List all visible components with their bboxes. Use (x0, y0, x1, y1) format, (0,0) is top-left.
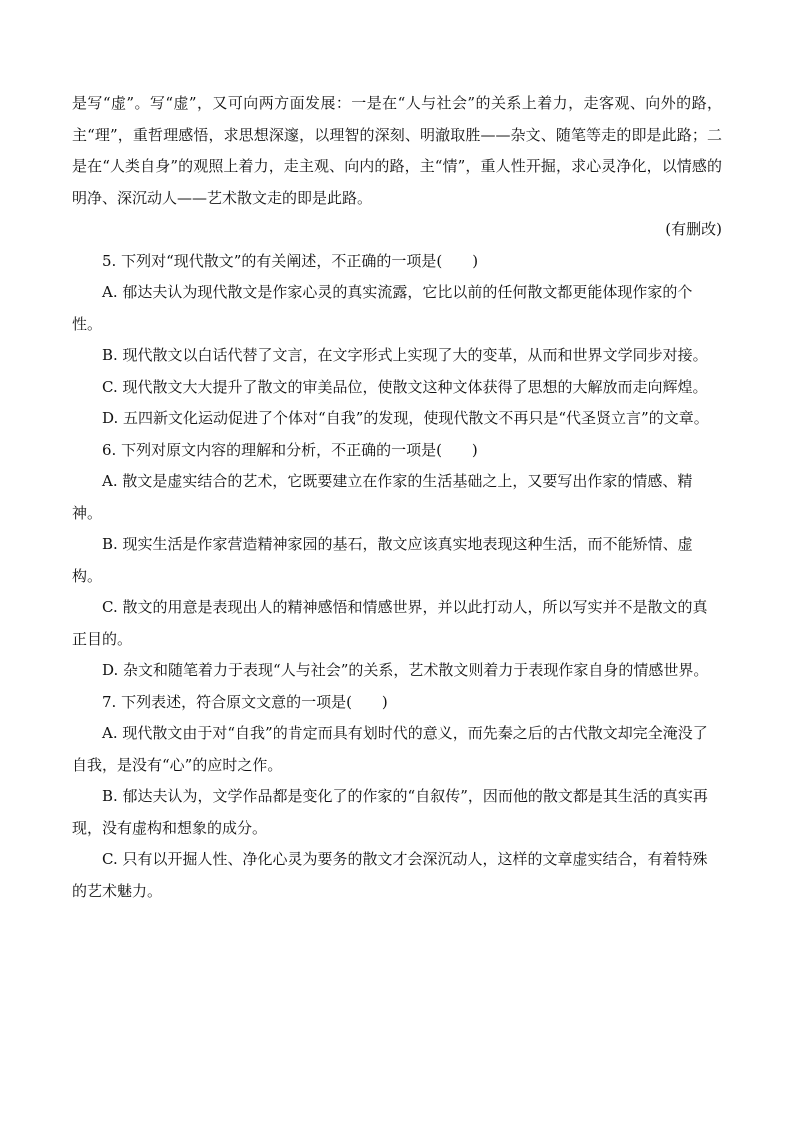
option-b: B. 郁达夫认为，文学作品都是变化了的作家的“自叙传”，因而他的散文都是其生活的真实再现，没有虚构和想象的成分。 (72, 787, 708, 837)
source-note: (有删改) (665, 220, 722, 238)
option-c: C. 现代散文大大提升了散文的审美品位，使散文这种文体获得了思想的大解放而走向辉煌。 (102, 377, 708, 396)
question-6 (72, 435, 722, 687)
option-d: D. 杂文和随笔着力于表现“人与社会”的关系，艺术散文则着力于表现作家自身的情感世界。 (102, 661, 709, 679)
document-page (72, 88, 722, 907)
option-d: D. 五四新文化运动促进了个体对“自我”的发现，使现代散文不再只是“代圣贤立言”的文章。 (102, 409, 709, 427)
option-b: B. 现实生活是作家营造精神家园的基石，散文应该真实地表现这种生活，而不能矫情、虚构。 (72, 535, 693, 585)
question-stem: 7. 下列表述，符合原文文意的一项是( ) (102, 692, 388, 711)
option-c: C. 只有以开掘人性、净化心灵为要务的散文才会深沉动人，这样的文章虚实结合，有着特殊的艺术魅力。 (72, 850, 708, 900)
option-a: A. 郁达夫认为现代散文是作家心灵的真实流露，它比以前的任何散文都更能体现作家的个性。 (72, 283, 693, 333)
question-stem: 6. 下列对原文内容的理解和分析，不正确的一项是( ) (102, 440, 478, 459)
option-a: A. 散文是虚实结合的艺术，它既要建立在作家的生活基础之上，又要写出作家的情感、精神。 (72, 472, 693, 522)
question-5 (72, 246, 722, 435)
question-7 (72, 687, 722, 908)
option-c: C. 散文的用意是表现出人的精神感悟和情感世界，并以此打动人，所以写实并不是散文的真正目的。 (72, 598, 708, 648)
question-stem: 5. 下列对“现代散文”的有关阐述，不正确的一项是( ) (102, 251, 479, 270)
passage-text: 是写“虚”。写“虚”，又可向两方面发展：一是在“人与社会”的关系上着力，走客观、向外的路，主“理”，重哲理感悟，求思想深邃，以理智的深刻、明澈取胜——杂文、随笔等走的即是此路；二是在“人类自身”的观照上着力，走主观、向内的路，主“情”，重人性开掘，求心灵净化，以情感的明净、深沉动人——艺术散文走的即是此路。 (72, 94, 722, 207)
option-b: B. 现代散文以白话代替了文言，在文字形式上实现了大的变革，从而和世界文学同步对接。 (102, 346, 708, 364)
option-a: A. 现代散文由于对“自我”的肯定而具有划时代的意义，而先秦之后的古代散文却完全淹没了自我，是没有“心”的应时之作。 (72, 724, 708, 774)
